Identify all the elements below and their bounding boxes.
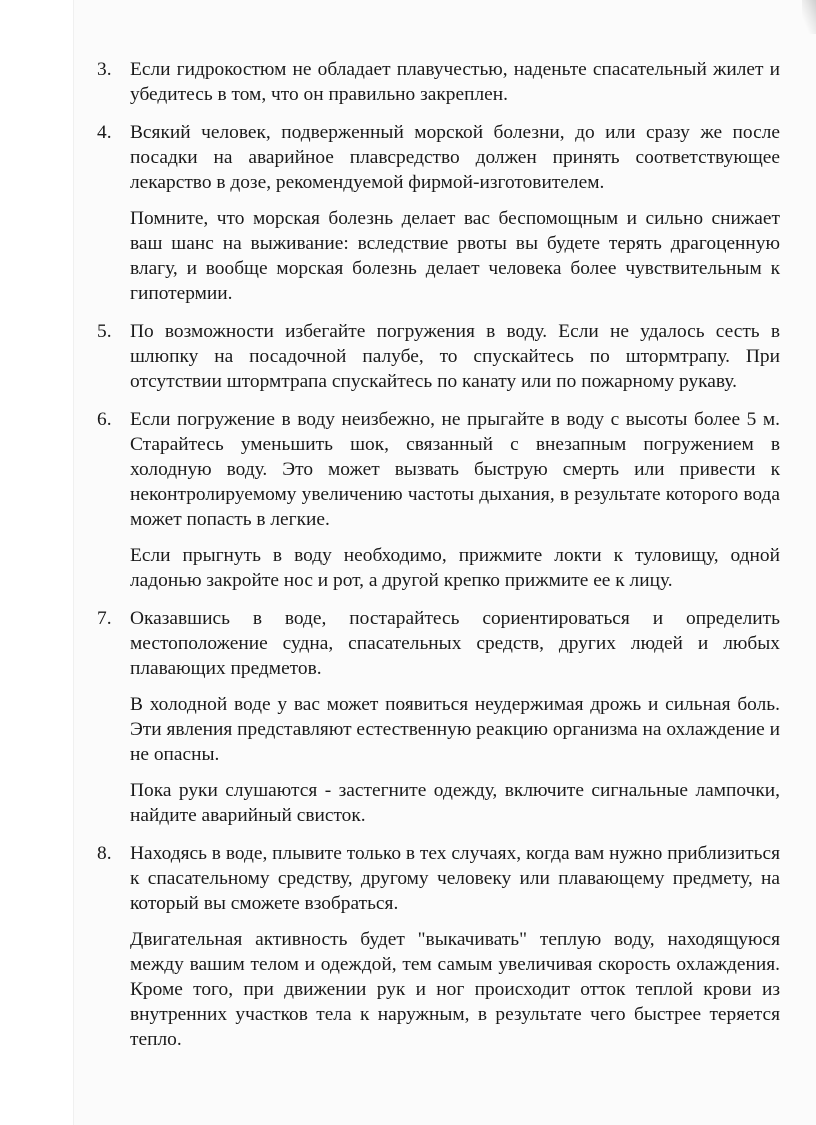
item-number: 7.	[97, 608, 112, 629]
list-item-3	[90, 57, 780, 107]
paragraph: Если гидрокостюм не обладает плавучестью, наденьте спасательный жилет и убедитесь в том, что он правильно закреплен.	[130, 59, 780, 105]
paragraph: Находясь в воде, плывите только в тех случаях, когда вам нужно приблизиться к спасательному средству, другому человеку или плавающему предмету, на который вы сможете взобраться.	[130, 843, 780, 914]
item-number: 5.	[97, 321, 112, 342]
list-item-4	[90, 120, 780, 306]
left-margin	[0, 0, 74, 1125]
item-number: 4.	[97, 122, 112, 143]
item-number: 3.	[97, 59, 112, 80]
item-number: 8.	[97, 843, 112, 864]
document-body	[90, 57, 780, 1052]
paragraph: Оказавшись в воде, постарайтесь сориентироваться и определить местоположение судна, спасательных средств, других людей и любых плавающих предметов.	[130, 608, 780, 679]
list-item-6	[90, 407, 780, 593]
list-item-7	[90, 606, 780, 828]
paragraph: Двигательная активность будет "выкачивать" теплую воду, находящуюся между вашим телом и одеждой, тем самым увеличивая скорость охлаждения. Кроме того, при движении рук и ног происходит отток теплой крови из внутренних участков тела к наружным, в результате чего быстрее теряется тепло.	[130, 929, 780, 1050]
list-item-8	[90, 841, 780, 1052]
paragraph: Всякий человек, подверженный морской болезни, до или сразу же после посадки на аварийное плавсредство должен принять соответствующее лекарство в дозе, рекомендуемой фирмой-изготовителем.	[130, 122, 780, 193]
paragraph: Пока руки слушаются - застегните одежду, включите сигнальные лампочки, найдите аварийный свисток.	[130, 780, 780, 826]
paragraph: Если погружение в воду неизбежно, не прыгайте в воду с высоты более 5 м. Старайтесь уменьшить шок, связанный с внезапным погружением в холодную воду. Это может вызвать быструю смерть или привести к неконтролируемому увеличению частоты дыхания, в результате которого вода может попасть в легкие.	[130, 409, 780, 530]
paragraph: По возможности избегайте погружения в воду. Если не удалось сесть в шлюпку на посадочной палубе, то спускайтесь по штормтрапу. При отсутствии штормтрапа спускайтесь по канату или по пожарному рукаву.	[130, 321, 780, 392]
item-number: 6.	[97, 409, 112, 430]
paragraph: Если прыгнуть в воду необходимо, прижмите локти к туловищу, одной ладонью закройте нос и рот, а другой крепко прижмите ее к лицу.	[130, 545, 780, 591]
list-item-5	[90, 319, 780, 394]
paragraph: Помните, что морская болезнь делает вас беспомощным и сильно снижает ваш шанс на выживание: вследствие рвоты вы будете терять драгоценную влагу, и вообще морская болезнь делает человека более чувствительным к гипотермии.	[130, 208, 780, 304]
paragraph: В холодной воде у вас может появиться неудержимая дрожь и сильная боль. Эти явления представляют естественную реакцию организма на охлаждение и не опасны.	[130, 694, 780, 765]
page-corner-mark	[802, 0, 816, 34]
